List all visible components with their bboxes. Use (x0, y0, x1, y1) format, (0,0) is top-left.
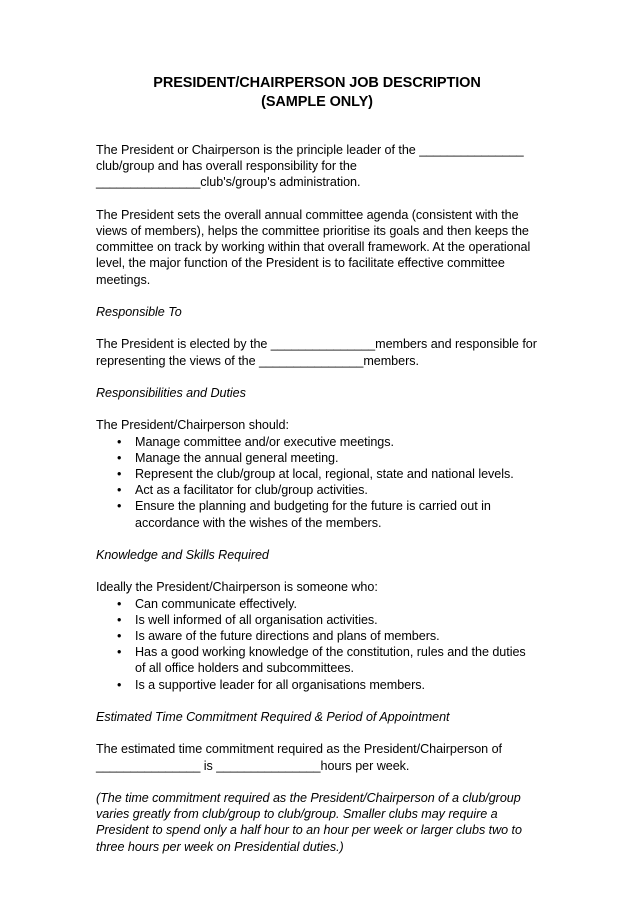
list-item (96, 612, 538, 628)
overview-paragraph: The President sets the overall annual committee agenda (consistent with the views of members), helps the committee prioritise its goals and then keeps the committee on track by working within that overall framework. At the operational level, the major function of the President is to facilitate effective committee meetings. (96, 207, 531, 287)
bullet-icon: • (117, 645, 122, 660)
spacer (96, 288, 538, 304)
list-item (96, 466, 538, 482)
page-title (96, 74, 538, 112)
responsible-to-body: The President is elected by the _______________members and responsible for representing the views of the _______________members. (96, 337, 537, 368)
spacer (96, 191, 538, 207)
spacer (96, 369, 538, 385)
spacer (96, 774, 538, 790)
list-item (96, 498, 538, 530)
bullet-icon: • (117, 466, 122, 481)
list-item-label: Represent the club/group at local, regional, state and national levels. (135, 466, 514, 481)
list-item (96, 628, 538, 644)
list-item-label: Is aware of the future directions and plans of members. (135, 628, 440, 643)
bullet-icon: • (117, 612, 122, 627)
page-title-line-2: (SAMPLE ONLY) (261, 94, 373, 110)
bullet-icon: • (117, 596, 122, 611)
list-item (96, 450, 538, 466)
list-item (96, 677, 538, 693)
knowledge-bullet-list (96, 596, 538, 693)
bullet-icon: • (117, 450, 122, 465)
bullet-icon: • (117, 434, 122, 449)
section-heading-responsible-to: Responsible To (96, 305, 182, 319)
spacer (96, 531, 538, 547)
document-body (96, 74, 538, 855)
knowledge-lead-in: Ideally the President/Chairperson is someone who: (96, 580, 378, 595)
bullet-icon: • (117, 628, 122, 643)
spacer (96, 693, 538, 709)
list-item-label: Ensure the planning and budgeting for the future is carried out in accordance with the wishes of the members. (135, 499, 491, 530)
section-heading-estimated-time-commitment: Estimated Time Commitment Required & Period of Appointment (96, 709, 450, 724)
spacer (96, 563, 538, 579)
list-item-label: Is well informed of all organisation activities. (135, 612, 378, 627)
intro-paragraph: The President or Chairperson is the principle leader of the _______________ club/group and has overall responsibility for the _______________club's/group's administration. (96, 143, 524, 190)
list-item-label: Can communicate effectively. (135, 596, 297, 611)
bullet-icon: • (117, 499, 122, 514)
list-item-label: Is a supportive leader for all organisations members. (135, 677, 425, 692)
list-item-label: Has a good working knowledge of the constitution, rules and the duties of all office holders and subcommittees. (135, 645, 526, 676)
responsibilities-bullet-list (96, 434, 538, 531)
list-item-label: Manage committee and/or executive meetings. (135, 434, 394, 449)
bullet-icon: • (117, 677, 122, 692)
estimated-time-note: (The time commitment required as the President/Chairperson of a club/group varies greatly from club/group to club/group. Smaller clubs may require a President to spend only a half hour to an hour per week or larger clubs two to three hours per week on Presidential duties.) (96, 790, 522, 854)
section-heading-knowledge-and-skills-required: Knowledge and Skills Required (96, 547, 269, 562)
spacer (96, 725, 538, 741)
bullet-icon: • (117, 483, 122, 498)
list-item (96, 434, 538, 450)
list-item (96, 596, 538, 612)
list-item (96, 482, 538, 498)
section-heading-responsibilities-and-duties: Responsibilities and Duties (96, 385, 246, 400)
title-spacer (96, 112, 538, 142)
list-item-label: Manage the annual general meeting. (135, 450, 339, 465)
responsibilities-lead-in: The President/Chairperson should: (96, 418, 289, 433)
estimated-time-body: The estimated time commitment required as the President/Chairperson of _______________ is _______________hours per week. (96, 742, 502, 773)
list-item (96, 644, 538, 676)
spacer (96, 401, 538, 417)
spacer (96, 320, 538, 336)
list-item-label: Act as a facilitator for club/group activities. (135, 483, 368, 498)
page-title-line-1: PRESIDENT/CHAIRPERSON JOB DESCRIPTION (153, 75, 481, 91)
